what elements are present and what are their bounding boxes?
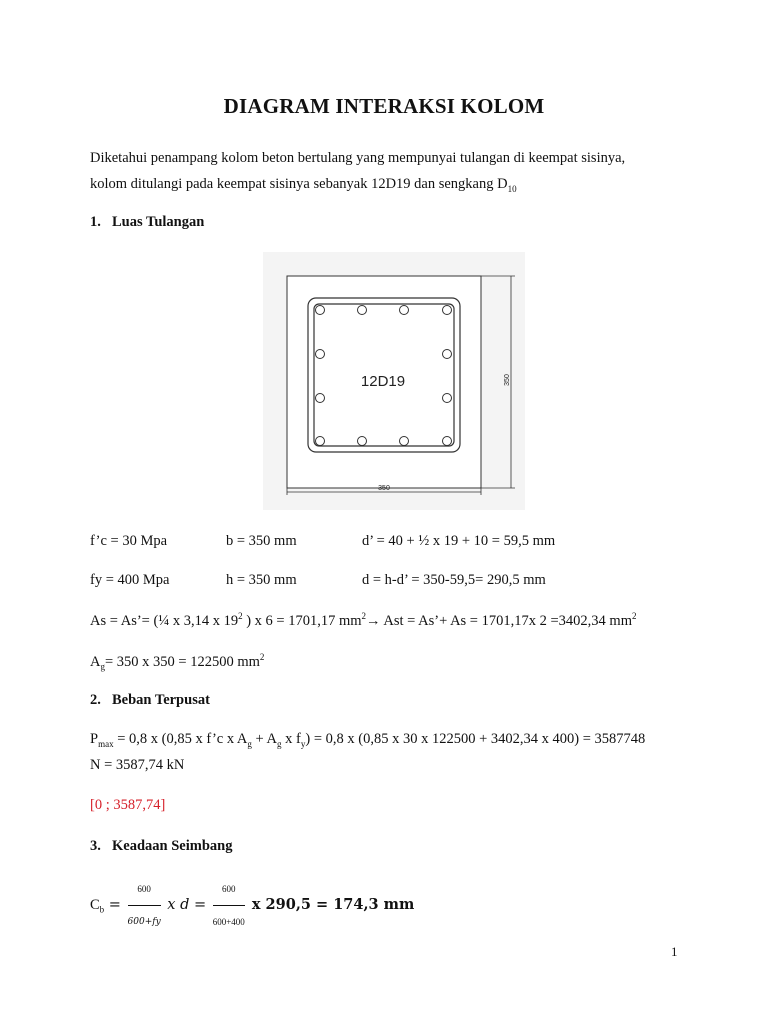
rebar [358, 306, 367, 315]
as-equation [90, 611, 636, 630]
cb-end: x 290,5 = 174,3 mm [246, 895, 415, 913]
pmax-result: N = 3587,74 kN [90, 757, 185, 773]
intro-line-2: kolom ditulangi pada keempat sisinya sebanyak 12D19 dan sengkang D [90, 176, 508, 192]
fraction-1 [128, 874, 161, 937]
section-label: Keadaan Seimbang [112, 838, 233, 854]
section-label-12d19: 12D19 [360, 373, 406, 390]
cb-mid: x d = [162, 896, 211, 913]
section-label: Beban Terpusat [112, 692, 210, 708]
ag-sub: g [100, 661, 105, 672]
dimension-label-bottom: 350 [378, 485, 390, 492]
as-sup-3: 2 [631, 611, 637, 621]
intro-paragraph [90, 145, 678, 202]
column-section-figure [263, 252, 525, 510]
section-heading-3 [90, 838, 232, 855]
fraction-1-den: 600+fy [127, 917, 161, 927]
pmax-equation [90, 731, 645, 749]
pmax-text-c: x f [281, 731, 301, 747]
page-number: 1 [671, 944, 678, 959]
fraction-2-den: 600+400 [212, 917, 245, 927]
section-number: 2. [90, 692, 101, 708]
section-number: 3. [90, 838, 101, 854]
rebar [400, 306, 409, 315]
pmax-p: P [90, 731, 99, 747]
ag-text-a: A [90, 653, 101, 670]
column-section-drawing [263, 252, 525, 510]
rebar [316, 437, 325, 446]
param-b: b = 350 mm [226, 533, 297, 549]
cb-c: C [90, 896, 100, 913]
rebar [316, 350, 325, 359]
ag-equation [90, 652, 264, 672]
param-d: d = h-d’ = 350-59,5= 290,5 mm [362, 572, 546, 588]
section-heading-1 [90, 214, 204, 231]
as-text-a: As = As’= (¼ x 3,14 x 19 [90, 612, 239, 629]
rebar [316, 306, 325, 315]
pmax-sub: max [98, 738, 114, 749]
fraction-1-num: 600 [128, 874, 161, 906]
as-text-b: ) x 6 = 1701,17 mm [242, 612, 362, 629]
pmax-sub-y: y [300, 738, 306, 749]
section-heading-2 [90, 692, 210, 709]
cb-eq: = [104, 896, 126, 913]
param-fy: fy = 400 Mpa [90, 572, 170, 588]
intro-line-1: Diketahui penampang kolom beton bertulang yang mempunyai tulangan di keempat sisinya, [90, 150, 626, 166]
ag-text-b: = 350 x 350 = 122500 mm [104, 653, 260, 670]
param-h: h = 350 mm [226, 572, 297, 588]
cb-sub: b [99, 904, 105, 915]
rebar [443, 394, 452, 403]
section-label: Luas Tulangan [112, 214, 205, 230]
pmax-sub-g2: g [277, 738, 282, 749]
as-sup-1: 2 [238, 611, 243, 621]
rebar [358, 437, 367, 446]
fraction-2 [213, 874, 245, 937]
page-title: DIAGRAM INTERAKSI KOLOM [223, 94, 545, 118]
rebar [443, 350, 452, 359]
cb-equation [90, 874, 414, 937]
pmax-text-a: = 0,8 x (0,85 x f’c x A [113, 731, 248, 747]
rebar [443, 306, 452, 315]
rebar [316, 394, 325, 403]
param-fc: f’c = 30 Mpa [90, 533, 168, 549]
fraction-2-num: 600 [213, 874, 245, 906]
rebar [400, 437, 409, 446]
pmax-sub-g1: g [247, 738, 252, 749]
rebar [443, 437, 452, 446]
param-d-prime: d’ = 40 + ½ x 19 + 10 = 59,5 mm [362, 533, 556, 549]
dimension-label-right: 350 [504, 374, 511, 386]
ag-sup: 2 [259, 652, 265, 662]
arrow-icon: → [366, 612, 381, 629]
as-text-c: Ast = As’+ As = 1701,17x 2 =3402,34 mm [380, 612, 632, 629]
section-number: 1. [90, 214, 101, 230]
pmax-text-d: ) = 0,8 x (0,85 x 30 x 122500 + 3402,34 x 400) = 3587748 [305, 731, 646, 747]
intro-line-2-sub: 10 [507, 183, 517, 194]
coordinate-red: [0 ; 3587,74] [90, 797, 166, 813]
pmax-text-b: + A [251, 731, 278, 747]
as-sup-2: 2 [361, 611, 367, 621]
